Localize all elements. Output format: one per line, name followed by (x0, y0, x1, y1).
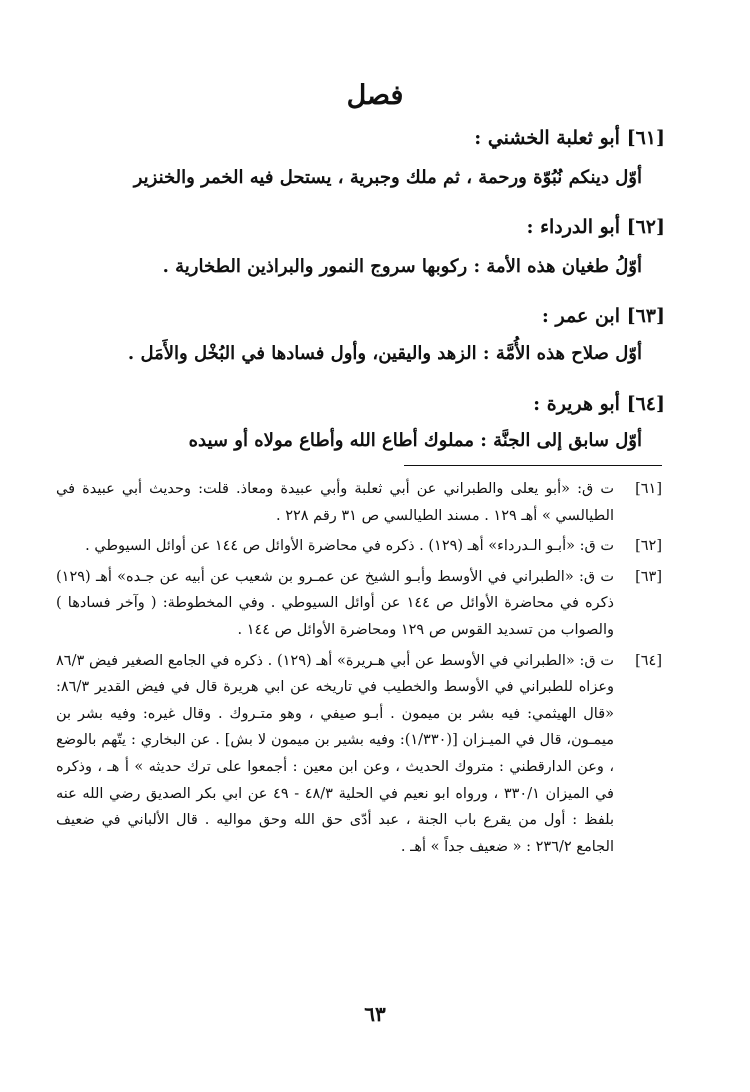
footnote-divider (404, 465, 662, 466)
footnote-text: ت ق: «أبو يعلى والطبراني عن أبي ثعلبة وأبي عبيدة ومعاذ. قلت: وحديث أبي عبيدة في الطيالسي » أهـ ١٢٩ . مسند الطيالسي ص ٣١ رقم ٢٢٨ . (56, 481, 614, 524)
footnote-63 (56, 564, 662, 644)
entry-63-head: [٦٣] ابن عمر : (541, 305, 665, 327)
entry-64-text: أوّل سابق إلى الجنَّة : مملوك أطاع الله وأطاع مولاه أو سيده (188, 430, 642, 451)
footnote-62 (56, 533, 662, 560)
entry-63-text: أوّل صلاح هذه الأُمَّة : الزهد واليقين، وأول فسادها في البُخْل والأَمَل . (127, 343, 642, 364)
footnote-text: ت ق: «الطبراني في الأوسط عن أبي هـريرة» أهـ (١٢٩) . ذكره في الجامع الصغير فيض ٨٦/٣ وعزاه للطبراني في الأوسط والخطيب في تاريخه عن ابي هريرة قال في فيض القدير ٨٦/٣: «قال الهيثمي: فيه بشر بن ميمون . أبـو صيفي ، وهو متـروك . وقال غيره: وفيه بشر بن ميمـون، قال في الميـزان [(١/٣٣٠): وفيه بشير بن ميمون لا بش] . عن البخاري : يتّهم بالوضع ، وعن الدارقطني : متروك الحديث ، وعن ابن معين : أجمعوا على ترك حديثه » أ هـ ، وذكره في الميزان ٣٣٠/١ ، ورواه ابو نعيم في الحلية ٤٨/٣ - ٤٩ عن ابي بكر الصديق رضي الله عنه بلفظ : أول من يقرع باب الجنة ، عبد أدّى حق الله وحق مواليه . قال الألباني في ضعيف الجامع ٢٣٦/٢ : « ضعيف جداً » أهـ . (56, 652, 615, 855)
footnote-61 (56, 476, 662, 529)
footnote-number: [٦٤] (635, 652, 662, 669)
footnote-number: [٦٣] (635, 568, 662, 585)
entry-64-head: [٦٤] أبو هريرة : (533, 393, 665, 415)
footnote-number: [٦٢] (635, 538, 662, 555)
footnote-64 (56, 648, 662, 861)
entry-61-head: [٦١] أبو ثعلبة الخشني : (474, 127, 665, 149)
footnote-number: [٦١] (635, 481, 662, 497)
entry-62-text: أوّلُ طغيان هذه الأمة : ركوبها سروج النمور والبراذين الطخارية . (162, 256, 642, 277)
footnotes (56, 476, 662, 864)
page-number: ٦٣ (364, 1002, 386, 1026)
entry-62-head: [٦٢] أبو الدرداء : (526, 216, 665, 238)
section-heading: فصل (346, 80, 404, 111)
entry-61-text: أوّل دينكم نُبُوّة ورحمة ، ثم ملك وجبرية ، يستحل فيه الخمر والخنزير (133, 167, 642, 188)
footnote-text: ت ق: «أبـو الـدرداء» أهـ (١٢٩) . ذكره في محاضرة الأوائل ص ١٤٤ عن أوائل السيوطي . (85, 538, 614, 555)
footnote-text: ت ق: «الطبراني في الأوسط وأبـو الشيخ عن عمـرو بن شعيب عن أبيه عن جـده» أهـ (١٢٩) ذكره في محاضرة الأوائل ص ١٤٤ عن أوائل السيوطي . وفي المخطوطة: ( وآخر فسادها ) والصواب من تسديد القوس ص ١٢٩ ومحاضرة الأوائل ص ١٤٤ . (56, 568, 614, 638)
